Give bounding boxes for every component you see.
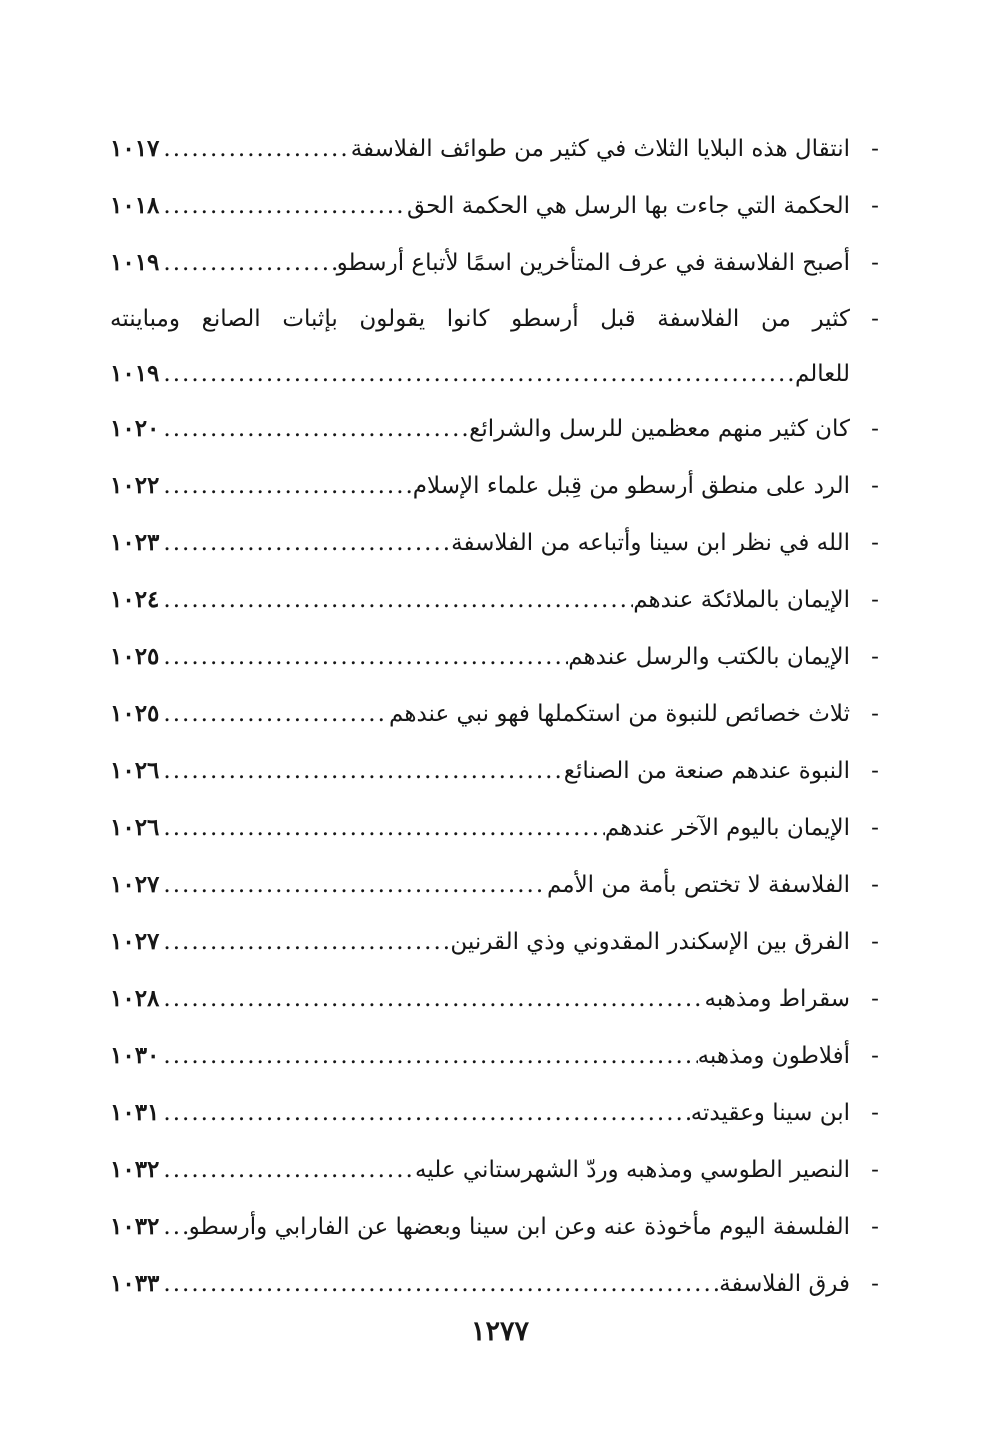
toc-entry [110,514,900,571]
dot-leader [159,178,407,235]
toc-entry [110,742,900,799]
toc-entry [110,1027,900,1084]
toc-entry [110,400,900,457]
entry-page-number: ١٠٢٤ [110,586,160,613]
entry-page-number: ١٠١٧ [110,135,160,162]
dot-leader [159,914,450,971]
dot-leader [159,800,604,857]
entry-bullet: - [871,1214,879,1240]
toc-entry [110,177,900,234]
entry-bullet: - [871,1271,879,1297]
dot-leader [159,1142,415,1199]
entry-page-number: ١٠٣٢ [110,1156,160,1183]
entry-title-continuation: للعالم [794,361,850,387]
entry-title: الفلسفة اليوم مأخوذة عنه وعن ابن سينا وبعضها عن الفارابي وأرسطو [188,1214,850,1240]
entry-page-number: ١٠٣١ [110,1099,160,1126]
toc-entry [110,120,900,177]
entry-title: الفرق بين الإسكندر المقدوني وذي القرنين [450,929,850,955]
entry-title: الحكمة التي جاءت بها الرسل هي الحكمة الحق [406,193,850,219]
entry-page-number: ١٠٢٣ [110,529,160,556]
dot-leader [159,572,633,629]
dot-leader [159,401,469,458]
entry-title: ابن سينا وعقيدته [690,1100,850,1126]
entry-page-number: ١٠٢٦ [110,757,160,784]
entry-bullet: - [871,136,879,162]
entry-title: الإيمان بالكتب والرسل عندهم [568,644,850,670]
entry-title: أفلاطون ومذهبه [697,1043,850,1069]
dot-leader [159,121,350,178]
entry-title: الفلاسفة لا تختص بأمة من الأمم [546,872,850,898]
entry-bullet: - [871,1043,879,1069]
toc-entry [110,685,900,742]
entry-body [110,1084,850,1142]
entry-body [110,685,850,743]
entry-body [110,514,850,572]
entry-title: النصير الطوسي ومذهبه وردّ الشهرستاني عليه [414,1157,850,1183]
dot-leader [159,1028,697,1085]
dot-leader [159,458,412,515]
dot-leader [159,515,451,572]
entry-page-number: ١٠١٩ [110,249,160,276]
entry-bullet: - [871,1157,879,1183]
entry-page-number: ١٠٣٣ [110,1270,160,1297]
entry-bullet: - [871,929,879,955]
entry-page-number: ١٠٢٢ [110,472,160,499]
entry-bullet: - [871,473,879,499]
toc-entry [110,571,900,628]
entry-body [110,1255,850,1313]
dot-leader [159,971,704,1028]
page-number: ١٢٧٧ [470,1316,529,1347]
entry-title: فرق الفلاسفة [719,1271,850,1297]
toc-entry [110,457,900,514]
entry-page-number: ١٠٣٠ [110,1042,160,1069]
toc-entry [110,913,900,970]
entry-page-number: ١٠٢٨ [110,985,160,1012]
toc-entry [110,1084,900,1141]
entry-page-number: ١٠٢٧ [110,928,160,955]
dot-leader [159,346,795,402]
dot-leader [159,686,389,743]
toc-entry [110,628,900,685]
entry-page-number: ١٠٢٦ [110,814,160,841]
entry-page-number: ١٠١٩ [110,360,160,387]
entry-bullet: - [871,193,879,219]
entry-bullet: - [871,530,879,556]
entry-title: الإيمان باليوم الآخر عندهم [604,815,850,841]
entry-page-number: ١٠٢٥ [110,700,160,727]
entry-bullet: - [871,1100,879,1126]
entry-bullet: - [871,587,879,613]
toc-entry [110,1255,900,1312]
entry-body [110,742,850,800]
dot-leader [159,235,336,292]
entry-body [110,234,850,292]
toc-entry [110,970,900,1027]
entry-bullet: - [871,306,879,332]
toc-entry [110,1141,900,1198]
entry-body [110,1027,850,1085]
entry-bullet: - [871,986,879,1012]
entry-page-number: ١٠٢٥ [110,643,160,670]
entry-page-number: ١٠١٨ [110,192,160,219]
toc-entry [110,234,900,291]
entry-bullet: - [871,250,879,276]
dot-leader [159,1085,690,1142]
entry-title: كان كثير منهم معظمين للرسل والشرائع [469,416,850,442]
entry-bullet: - [871,644,879,670]
entry-body [110,913,850,971]
entry-body [110,120,850,178]
toc-entry [110,799,900,856]
entry-body [110,856,850,914]
toc-entry [110,856,900,913]
entry-title: سقراط ومذهبه [704,986,850,1012]
entry-title-line-2 [110,345,850,402]
dot-leader [159,629,568,686]
entry-title: أصبح الفلاسفة في عرف المتأخرين اسمًا لأتباع أرسطو [336,250,850,276]
entry-body [110,1141,850,1199]
entry-body [110,457,850,515]
entry-body [110,571,850,629]
entry-title: الرد على منطق أرسطو من قِبل علماء الإسلام [412,473,850,499]
entry-page-number: ١٠٢٧ [110,871,160,898]
entry-body [110,970,850,1028]
entry-bullet: - [871,872,879,898]
entry-title: انتقال هذه البلايا الثلاث في كثير من طوائف الفلاسفة [350,136,850,162]
dot-leader [159,857,547,914]
entry-page-number: ١٠٢٠ [110,415,160,442]
entry-title: النبوة عندهم صنعة من الصنائع [563,758,850,784]
entry-body [110,293,850,402]
table-of-contents [110,120,900,1312]
entry-body [110,1198,850,1256]
entry-title-line-1: كثير من الفلاسفة قبل أرسطو كانوا يقولون بإثبات الصانع ومباينته [110,306,850,332]
entry-page-number: ١٠٣٢ [110,1213,160,1240]
entry-title: الإيمان بالملائكة عندهم [633,587,850,613]
entry-title: ثلاث خصائص للنبوة من استكملها فهو نبي عندهم [389,701,850,727]
entry-bullet: - [871,416,879,442]
entry-title: الله في نظر ابن سينا وأتباعه من الفلاسفة [451,530,850,556]
dot-leader [159,743,563,800]
dot-leader [159,1199,188,1256]
dot-leader [159,1256,719,1313]
toc-entry [110,291,900,400]
entry-bullet: - [871,815,879,841]
entry-body [110,628,850,686]
toc-entry [110,1198,900,1255]
entry-body [110,400,850,458]
entry-body [110,177,850,235]
entry-body [110,799,850,857]
entry-bullet: - [871,701,879,727]
entry-bullet: - [871,758,879,784]
